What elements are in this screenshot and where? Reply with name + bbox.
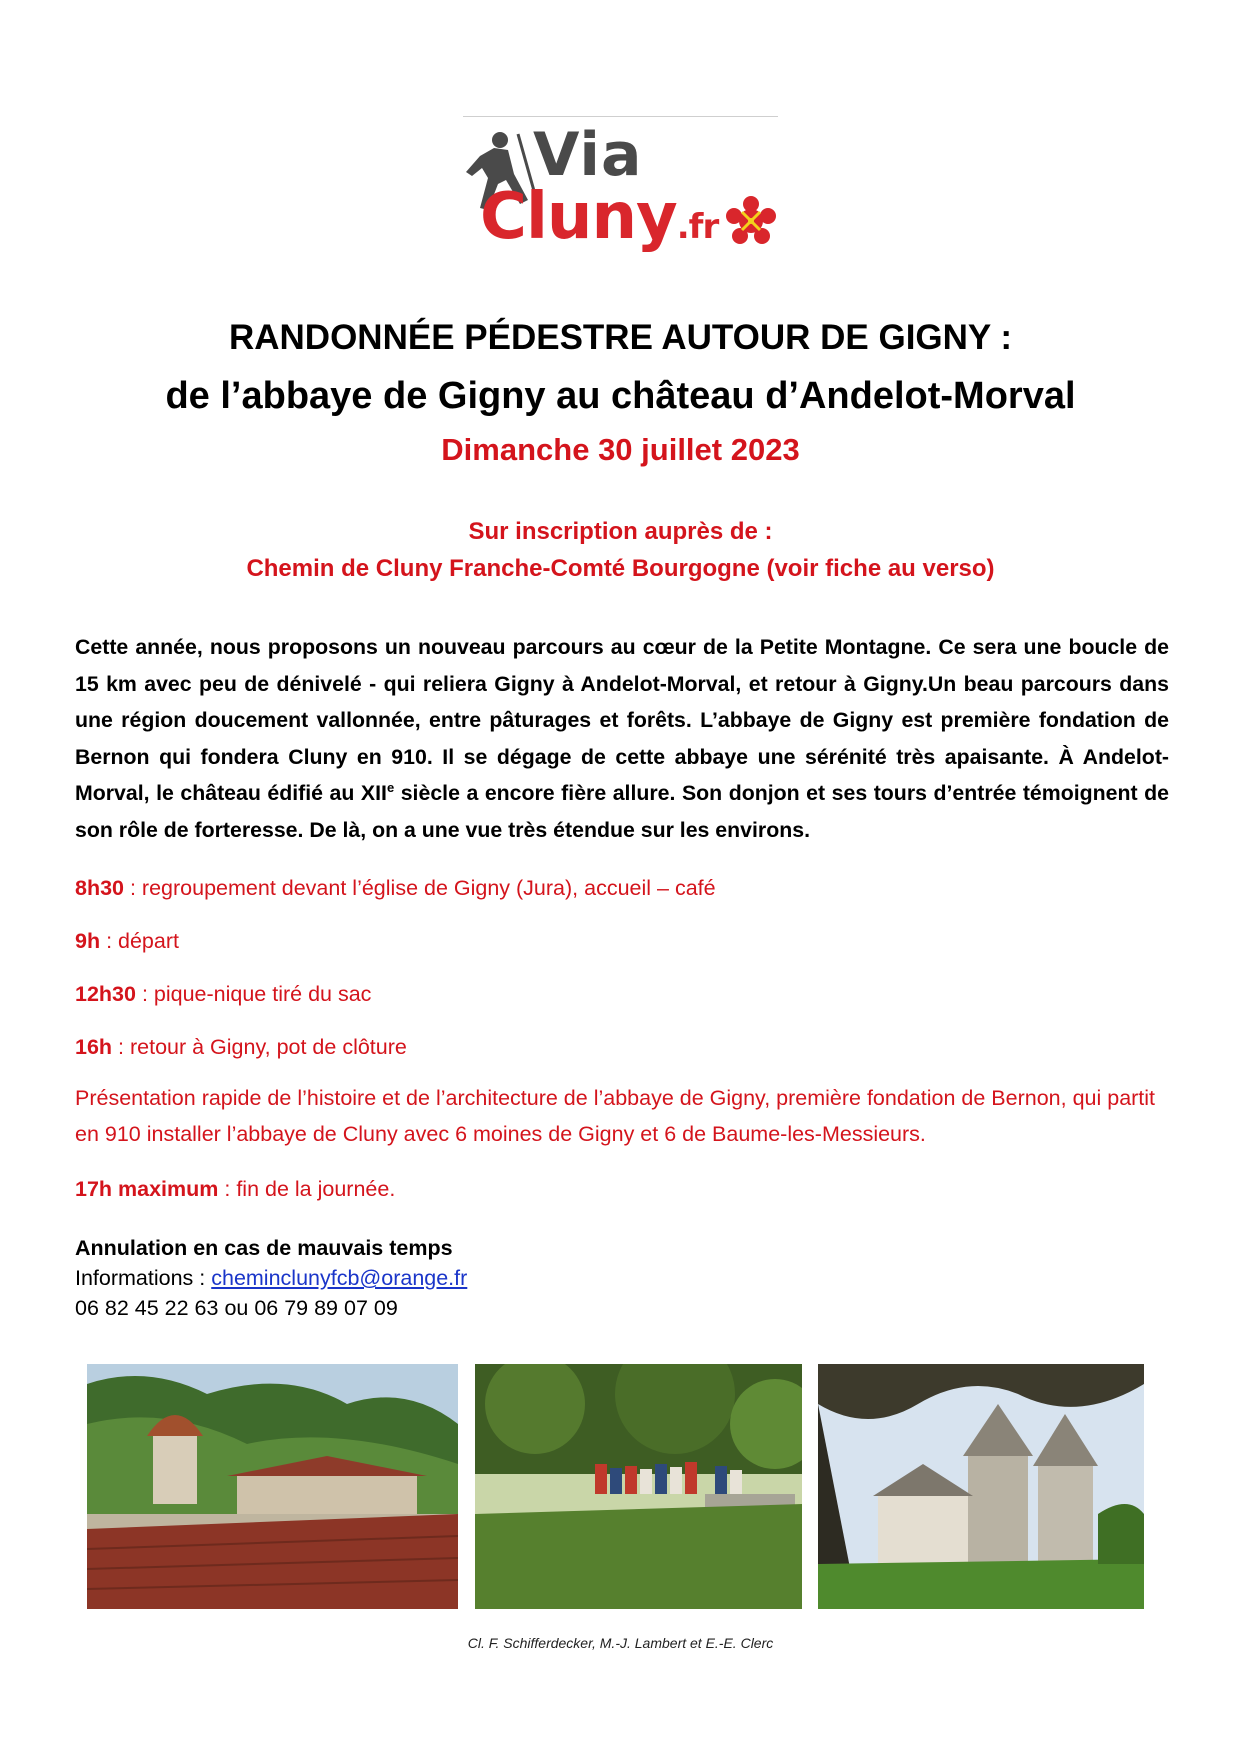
schedule-text: : regroupement devant l’église de Gigny (Jura), accueil – café <box>124 876 716 900</box>
schedule-text: : départ <box>100 929 179 953</box>
event-date: Dimanche 30 juillet 2023 <box>441 432 800 467</box>
info-line <box>75 1266 467 1291</box>
registration-heading: Sur inscription auprès de : <box>468 518 773 545</box>
photo-castle-andelot <box>818 1364 1144 1609</box>
schedule-item <box>75 929 1175 954</box>
schedule-time: 9h <box>75 929 101 953</box>
photo-castle-andelot-image <box>818 1364 1144 1609</box>
schedule-text: : retour à Gigny, pot de clôture <box>112 1035 407 1059</box>
email-link[interactable]: cheminclunyfcb@orange.fr <box>211 1266 468 1290</box>
century-superscript: e <box>386 780 395 796</box>
phone-numbers: 06 82 45 22 63 ou 06 79 89 07 09 <box>75 1296 398 1320</box>
page-subtitle: de l’abbaye de Gigny au château d’Andelot-Morval <box>165 375 1076 417</box>
schedule-time: 8h30 <box>75 876 125 900</box>
cluny-rose-icon <box>726 196 776 246</box>
schedule-time: 16h <box>75 1035 113 1059</box>
schedule-time: 17h maximum <box>75 1177 219 1201</box>
schedule-text: : fin de la journée. <box>218 1177 396 1201</box>
photo-abbey-gigny <box>87 1364 458 1609</box>
schedule-end-item <box>75 1177 1175 1202</box>
photo-hikers-group <box>475 1364 802 1609</box>
schedule-item <box>75 876 1175 901</box>
logo-cluny-word: Cluny <box>480 180 677 254</box>
intro-paragraph <box>75 629 1169 849</box>
intro-text-a: Cette année, nous proposons un nouveau parcours au cœur de la Petite Montagne. Ce sera une boucle de 15 km avec peu de dénivelé - qui reliera Gigny à Andelot-Morval, et retour à Gigny.Un beau parcours dans une région doucement vallonnée, entre pâturages et forêts. L’abbaye de Gigny est première fondation de Bernon qui fondera Cluny en 910. Il se dégage de cette abbaye une sérénité très apaisante. À Andelot-Morval, le château édifié au XII <box>75 635 1169 806</box>
cancellation-note: Annulation en cas de mauvais temps <box>75 1236 453 1260</box>
schedule-item <box>75 1035 1175 1060</box>
logo-via-text: Via <box>533 120 643 190</box>
page-title: RANDONNÉE PÉDESTRE AUTOUR DE GIGNY : <box>228 318 1013 357</box>
top-divider <box>463 116 778 117</box>
presentation-paragraph: Présentation rapide de l’histoire et de l’architecture de l’abbaye de Gigny, première fondation de Bernon, qui partit en 910 installer l’abbaye de Cluny avec 6 moines de Gigny et 6 de Baume-les-Messieurs. <box>75 1086 1156 1146</box>
schedule-time: 12h30 <box>75 982 136 1006</box>
registration-organizer: Chemin de Cluny Franche-Comté Bourgogne (voir fiche au verso) <box>246 555 995 582</box>
photo-hikers-group-image <box>475 1364 802 1609</box>
schedule-item <box>75 982 1175 1007</box>
viacluny-logo[interactable] <box>458 120 778 260</box>
info-label: Informations : <box>75 1266 212 1290</box>
photo-credit: Cl. F. Schifferdecker, M.-J. Lambert et E.-E. Clerc <box>467 1635 774 1651</box>
photo-abbey-gigny-image <box>87 1364 458 1609</box>
schedule-text: : pique-nique tiré du sac <box>135 982 372 1006</box>
logo-cluny-text <box>480 180 718 254</box>
intro-text-b: siècle a encore fière allure. Son donjon et ses tours d’entrée témoignent de son rôle de forteresse. De là, on a une vue très étendue sur les environs. <box>75 781 1169 842</box>
logo-fr-suffix: .fr <box>676 207 719 247</box>
